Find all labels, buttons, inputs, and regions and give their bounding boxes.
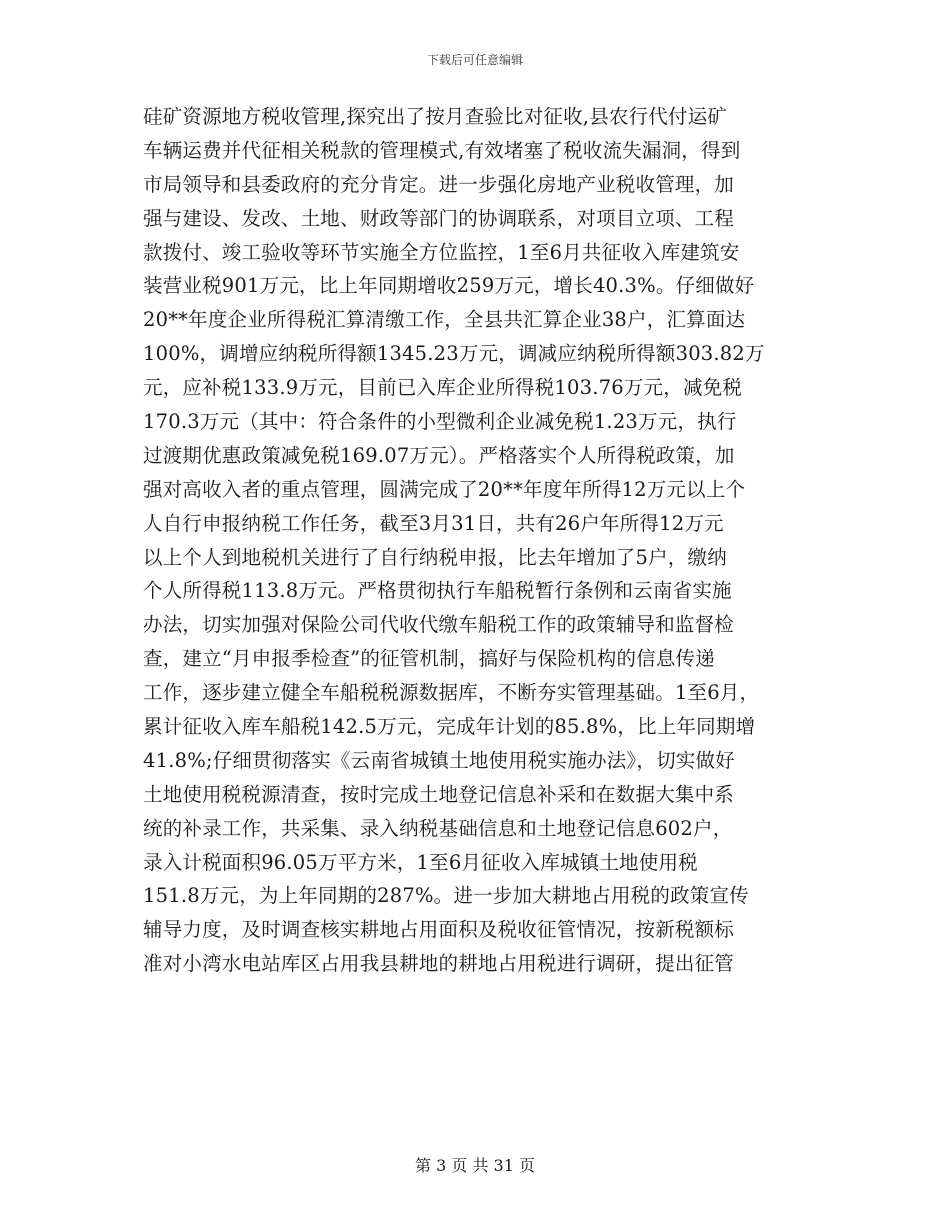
text-line: 查，建立“月申报季检查”的征管机制，搞好与保险机构的信息传递 [143,647,715,671]
page-number-footer: 第 3 页 共 31 页 [415,1156,535,1175]
text-line: 41.8%;仔细贯彻落实《云南省城镇土地使用税实施办法》，切实做好 [143,748,735,772]
text-line: 强与建设、发改、土地、财政等部门的协调联系，对项目立项、工程 [143,206,735,230]
text-line: 辅导力度，及时调查核实耕地占用面积及税收征管情况，按新税额标 [143,918,735,942]
text-line: 录入计税面积96.05万平方米，1至6月征收入库城镇土地使用税 [143,850,698,874]
text-line: 以上个人到地税机关进行了自行纳税申报，比去年增加了5户，缴纳 [143,545,727,569]
text-line: 151.8万元，为上年同期的287%。进一步加大耕地占用税的政策宣传 [143,884,749,908]
text-line: 过渡期优惠政策减免税169.07万元）。严格落实个人所得税政策，加 [143,443,735,467]
text-line: 人自行申报纳税工作任务，截至3月31日，共有26户年所得12万元 [143,511,724,535]
text-line: 100%，调增应纳税所得额1345.23万元，调减应纳税所得额303.82万 [143,342,765,366]
text-line: 20**年度企业所得税汇算清缴工作，全县共汇算企业38户，汇算面达 [143,308,746,332]
text-line: 硅矿资源地方税收管理,探究出了按月查验比对征收,县农行代付运矿 [143,105,728,128]
page-header-note: 下载后可任意编辑 [426,53,523,67]
text-line: 累计征收入库车船税142.5万元，完成年计划的85.8%，比上年同期增 [143,715,756,739]
body-text [143,100,823,981]
text-line: 款拨付、竣工验收等环节实施全方位监控，1至6月共征收入库建筑安 [143,240,740,264]
text-line: 车辆运费并代征相关税款的管理模式,有效堵塞了税收流失漏洞，得到 [143,138,741,162]
text-line: 个人所得税113.8万元。严格贯彻执行车船税暂行条例和云南省实施 [143,579,732,603]
text-line: 统的补录工作，共采集、录入纳税基础信息和土地登记信息602户， [143,816,733,840]
text-line: 170.3万元（其中：符合条件的小型微利企业减免税1.23万元，执行 [143,410,737,434]
text-line: 装营业税901万元，比上年同期增收259万元，增长40.3%。仔细做好 [143,274,755,298]
text-line: 准对小湾水电站库区占用我县耕地的耕地占用税进行调研，提出征管 [143,952,735,976]
text-line: 工作，逐步建立健全车船税税源数据库，不断夯实管理基础。1至6月， [143,681,760,705]
text-line: 办法，切实加强对保险公司代收代缴车船税工作的政策辅导和监督检 [143,613,735,637]
text-line: 强对高收入者的重点管理，圆满完成了20**年度年所得12万元以上个 [143,477,746,501]
text-line: 市局领导和县委政府的充分肯定。进一步强化房地产业税收管理，加 [143,172,735,196]
text-line: 元，应补税133.9万元，目前已入库企业所得税103.76万元，减免税 [143,376,743,400]
text-line: 土地使用税税源清查，按时完成土地登记信息补采和在数据大集中系 [143,782,735,806]
